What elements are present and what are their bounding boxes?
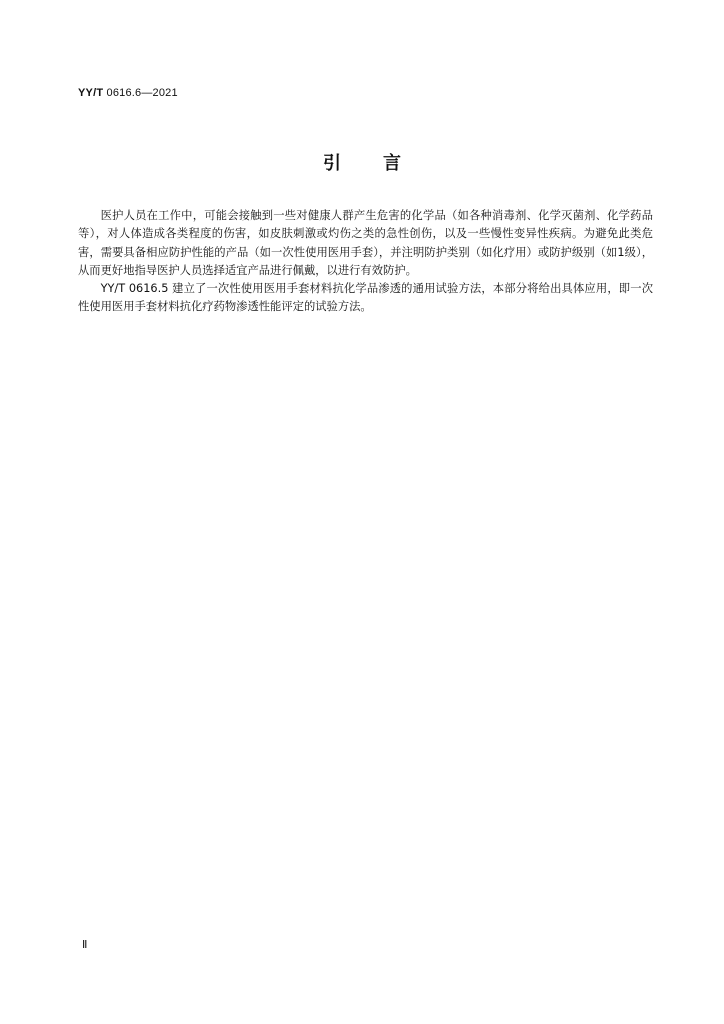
paragraph-2: YY/T 0616.5 建立了一次性使用医用手套材料抗化学品渗透的通用试验方法，本部分将给出具体应用，即一次性使用医用手套材料抗化疗药物渗透性能评定的试验方法。 bbox=[78, 282, 653, 314]
standard-code-prefix: YY/T bbox=[78, 87, 104, 99]
standard-code bbox=[78, 87, 178, 99]
page-title: 引言 bbox=[323, 153, 443, 174]
paragraph-1: 医护人员在工作中，可能会接触到一些对健康人群产生危害的化学品（如各种消毒剂、化学灭菌剂、化学药品等），对人体造成各类程度的伤害，如皮肤刺激或灼伤之类的急性创伤，以及一些慢性变异性疾病。为避免此类危害，需要具备相应防护性能的产品（如一次性使用医用手套），并注明防护类别（如化疗用）或防护级别（如1级），从而更好地指导医护人员选择适宜产品进行佩戴，以进行有效防护。 bbox=[78, 209, 653, 277]
page-number: Ⅱ bbox=[82, 939, 88, 951]
standard-code-number: 0616.6—2021 bbox=[103, 87, 178, 99]
introduction-body bbox=[78, 207, 653, 317]
